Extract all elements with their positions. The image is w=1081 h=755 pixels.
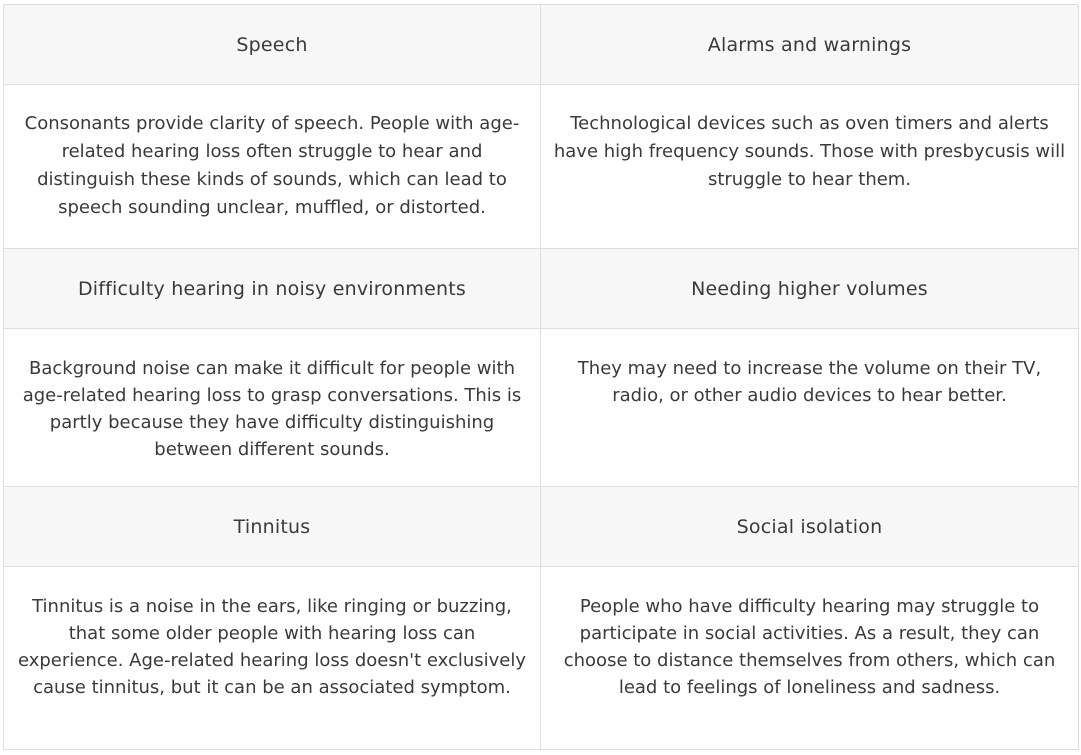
- table-body-cell: [541, 85, 1079, 249]
- table-body-cell: [541, 567, 1079, 750]
- text-noisy-environments: Background noise can make it difficult for people with age-related hearing loss to grasp conversations. This is partly because they have difficulty distinguishing between different sounds.: [22, 358, 522, 460]
- text-alarms-and-warnings: Technological devices such as oven timers and alerts have high frequency sounds. Those with presbycusis will struggle to hear them.: [553, 113, 1066, 190]
- heading-speech: Speech: [236, 33, 308, 56]
- table-header-cell: [4, 249, 541, 329]
- heading-social-isolation: Social isolation: [736, 515, 883, 538]
- table-header-cell: [4, 487, 541, 567]
- text-speech: Consonants provide clarity of speech. People with age-related hearing loss often struggle to hear and distinguish these kinds of sounds, which can lead to speech sounding unclear, muffled, or distorted.: [24, 113, 520, 218]
- table-header-cell: [541, 487, 1079, 567]
- table-header-cell: [541, 249, 1079, 329]
- table-body-cell: [4, 567, 541, 750]
- table-header-cell: [541, 5, 1079, 85]
- text-higher-volumes: They may need to increase the volume on their TV, radio, or other audio devices to hear better.: [577, 358, 1042, 406]
- table-body-cell: [4, 329, 541, 487]
- text-tinnitus: Tinnitus is a noise in the ears, like ringing or buzzing, that some older people with hearing loss can experience. Age-related hearing loss doesn't exclusively cause tinnitus, but it can be an associated symptom.: [17, 596, 527, 698]
- heading-noisy-environments: Difficulty hearing in noisy environments: [77, 277, 467, 300]
- heading-higher-volumes: Needing higher volumes: [691, 277, 928, 300]
- table-body-cell: [4, 85, 541, 249]
- heading-alarms-and-warnings: Alarms and warnings: [707, 33, 912, 56]
- heading-tinnitus: Tinnitus: [233, 515, 311, 538]
- symptoms-table: [3, 4, 1078, 750]
- text-social-isolation: People who have difficulty hearing may struggle to participate in social activities. As a result, they can choose to distance themselves from others, which can lead to feelings of loneliness and sadness.: [563, 596, 1056, 698]
- table-body-cell: [541, 329, 1079, 487]
- table-header-cell: [4, 5, 541, 85]
